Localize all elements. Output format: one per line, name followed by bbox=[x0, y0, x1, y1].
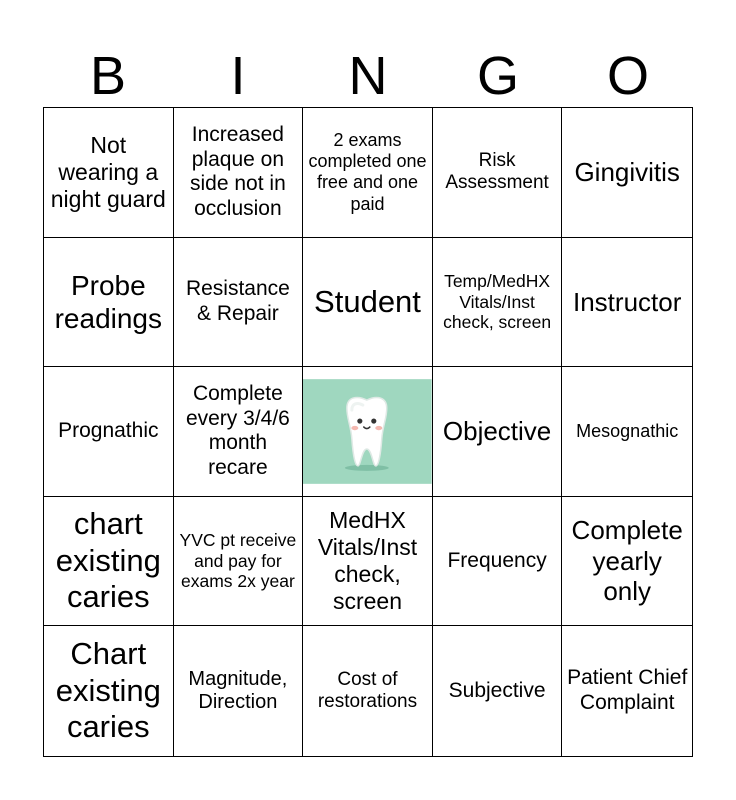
tooth-icon bbox=[303, 367, 432, 496]
bingo-cell[interactable]: chart existing caries bbox=[44, 497, 174, 627]
bingo-cell[interactable]: Magnitude, Direction bbox=[174, 626, 304, 756]
bingo-cell[interactable]: Complete yearly only bbox=[562, 497, 692, 627]
header-letter-n: N bbox=[348, 46, 388, 106]
bingo-cell[interactable]: Probe readings bbox=[44, 238, 174, 368]
bingo-cell[interactable]: Temp/MedHX Vitals/Inst check, screen bbox=[433, 238, 563, 368]
bingo-cell[interactable]: Objective bbox=[433, 367, 563, 497]
bingo-header bbox=[43, 44, 693, 108]
header-letter-b: B bbox=[89, 46, 127, 106]
bingo-cell[interactable]: Gingivitis bbox=[562, 108, 692, 238]
free-space-cell[interactable] bbox=[303, 367, 433, 497]
bingo-cell[interactable]: Subjective bbox=[433, 626, 563, 756]
bingo-cell[interactable]: Patient Chief Complaint bbox=[567, 666, 688, 715]
bingo-cell[interactable]: Chart existing caries bbox=[44, 626, 174, 756]
bingo-cell[interactable]: Instructor bbox=[562, 238, 692, 368]
bingo-cell[interactable]: Cost of restorations bbox=[303, 626, 433, 756]
bingo-grid bbox=[43, 107, 693, 757]
bingo-cell[interactable]: Frequency bbox=[433, 497, 563, 627]
bingo-cell[interactable]: Mesognathic bbox=[562, 367, 692, 497]
header-letter-o: O bbox=[606, 46, 649, 106]
bingo-cell[interactable]: Resistance & Repair bbox=[174, 238, 304, 368]
bingo-cell[interactable]: 2 exams completed one free and one paid bbox=[303, 108, 433, 238]
bingo-cell[interactable]: MedHX Vitals/Inst check, screen bbox=[303, 497, 433, 627]
bingo-cell[interactable]: Student bbox=[303, 238, 433, 368]
bingo-cell[interactable]: Not wearing a night guard bbox=[44, 108, 174, 238]
bingo-cell[interactable]: Prognathic bbox=[44, 367, 174, 497]
bingo-cell[interactable]: Increased plaque on side not in occlusion bbox=[174, 108, 304, 238]
bingo-cell[interactable]: Risk Assessment bbox=[433, 108, 563, 238]
bingo-cell[interactable]: Complete every 3/4/6 month recare bbox=[174, 367, 304, 497]
header-letter-g: G bbox=[476, 46, 519, 106]
header-letter-i: I bbox=[230, 46, 246, 106]
bingo-cell[interactable]: YVC pt receive and pay for exams 2x year bbox=[174, 497, 304, 627]
